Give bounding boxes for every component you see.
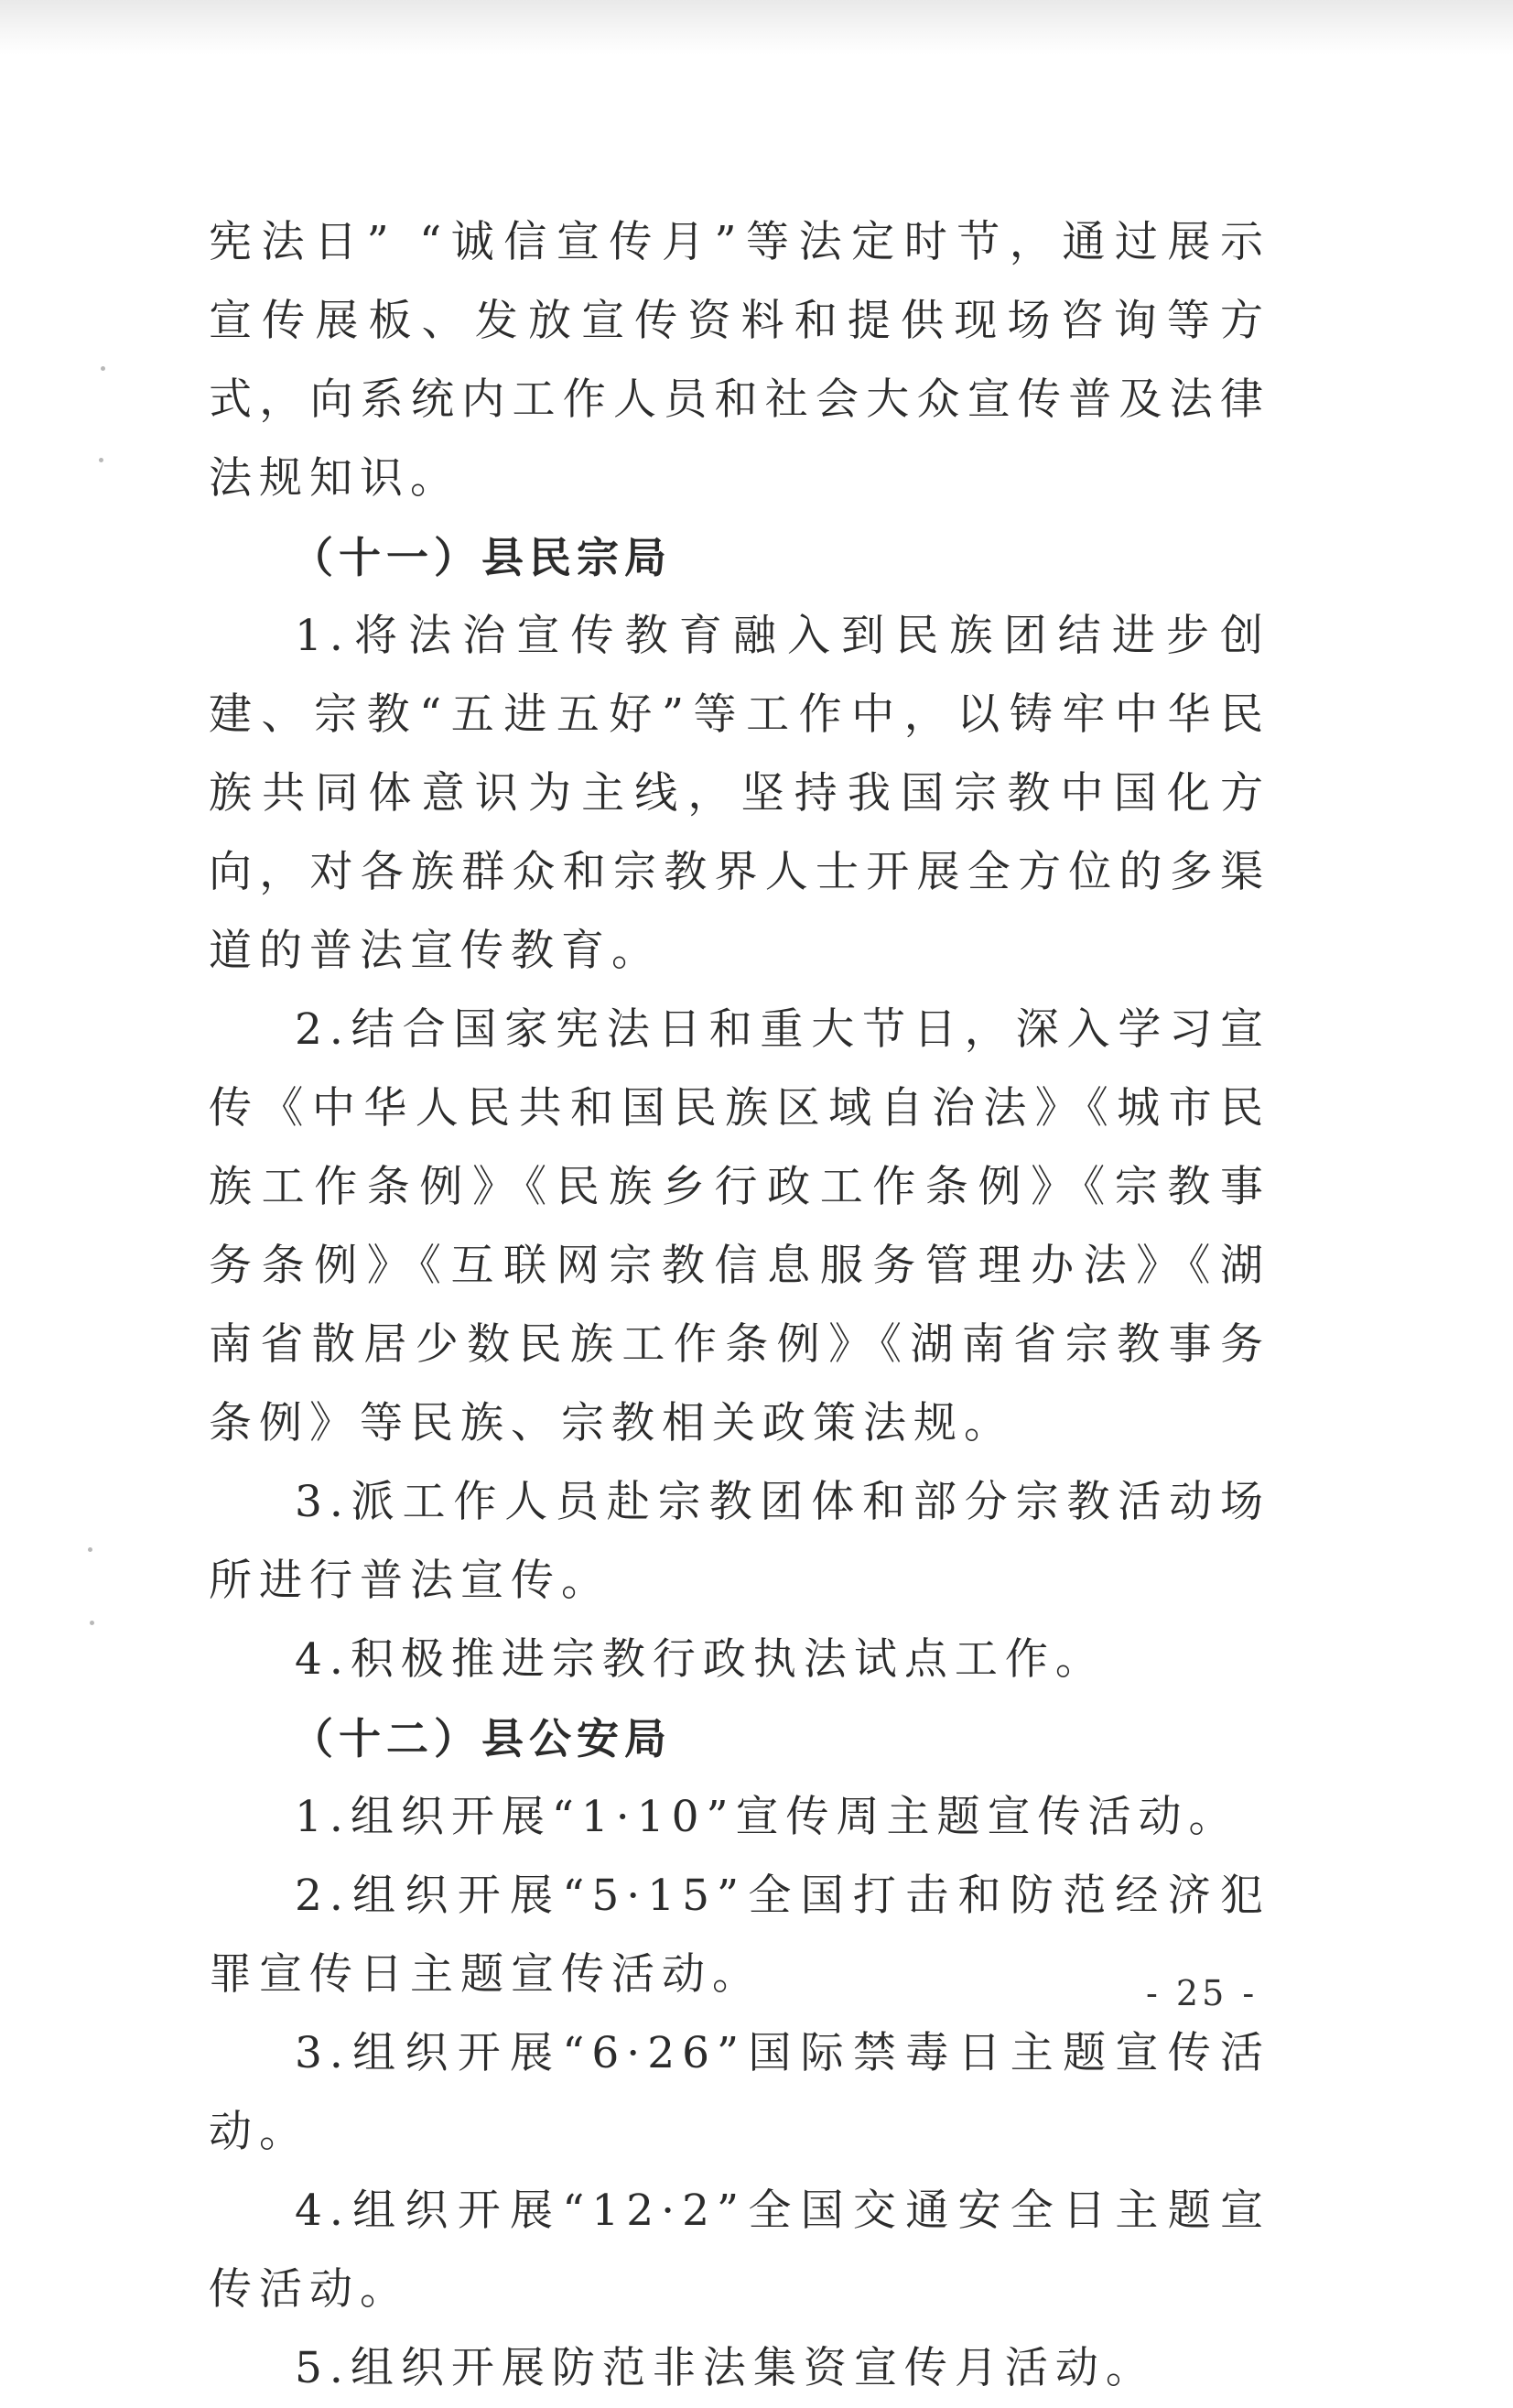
list-item: 1.将法治宣传教育融入到民族团结进步创建、宗教“五进五好”等工作中，以铸牢中华民族共同体意识为主线，坚持我国宗教中国化方向，对各族群众和宗教界人士开展全方位的多渠道的普法宣传教育。 (209, 611, 1270, 976)
list-item: 1.组织开展“1·10”宣传周主题宣传活动。 (295, 1792, 1239, 1842)
section-heading-gongan: （十二）县公安局 (291, 1714, 672, 1763)
list-item: 4.组织开展“12·2”全国交通安全日主题宣传活动。 (209, 2186, 1270, 2315)
list-item: 3.派工作人员赴宗教团体和部分宗教活动场所进行普法宣传。 (209, 1477, 1270, 1606)
paragraph-continuation: 宪法日” “诚信宣传月”等法定时节，通过展示宣传展板、发放宣传资料和提供现场咨询等方式，向系统内工作人员和社会大众宣传普及法律法规知识。 (209, 217, 1270, 504)
scan-top-shadow (0, 0, 1513, 55)
list-item: 3.组织开展“6·26”国际禁毒日主题宣传活动。 (209, 2028, 1270, 2157)
list-item: 2.组织开展“5·15”全国打击和防范经济犯罪宣传日主题宣传活动。 (209, 1871, 1270, 2000)
scan-speck (99, 458, 103, 462)
scan-speck (90, 1621, 94, 1625)
scan-speck (88, 1547, 92, 1552)
section-heading-minzong: （十一）县民宗局 (291, 533, 672, 582)
list-item: 2.结合国家宪法日和重大节日，深入学习宣传《中华人民共和国民族区域自治法》《城市民族工作条例》《民族乡行政工作条例》《宗教事务条例》《互联网宗教信息服务管理办法》《湖南省散居少数民族工作条例》《湖南省宗教事务条例》等民族、宗教相关政策法规。 (209, 1004, 1270, 1448)
list-item: 4.积极推进宗教行政执法试点工作。 (295, 1634, 1106, 1685)
document-body (209, 203, 1270, 2408)
list-item: 5.组织开展防范非法集资宣传月活动。 (295, 2343, 1156, 2393)
scan-speck (101, 366, 105, 371)
page-number: - 25 - (1146, 1973, 1259, 2013)
